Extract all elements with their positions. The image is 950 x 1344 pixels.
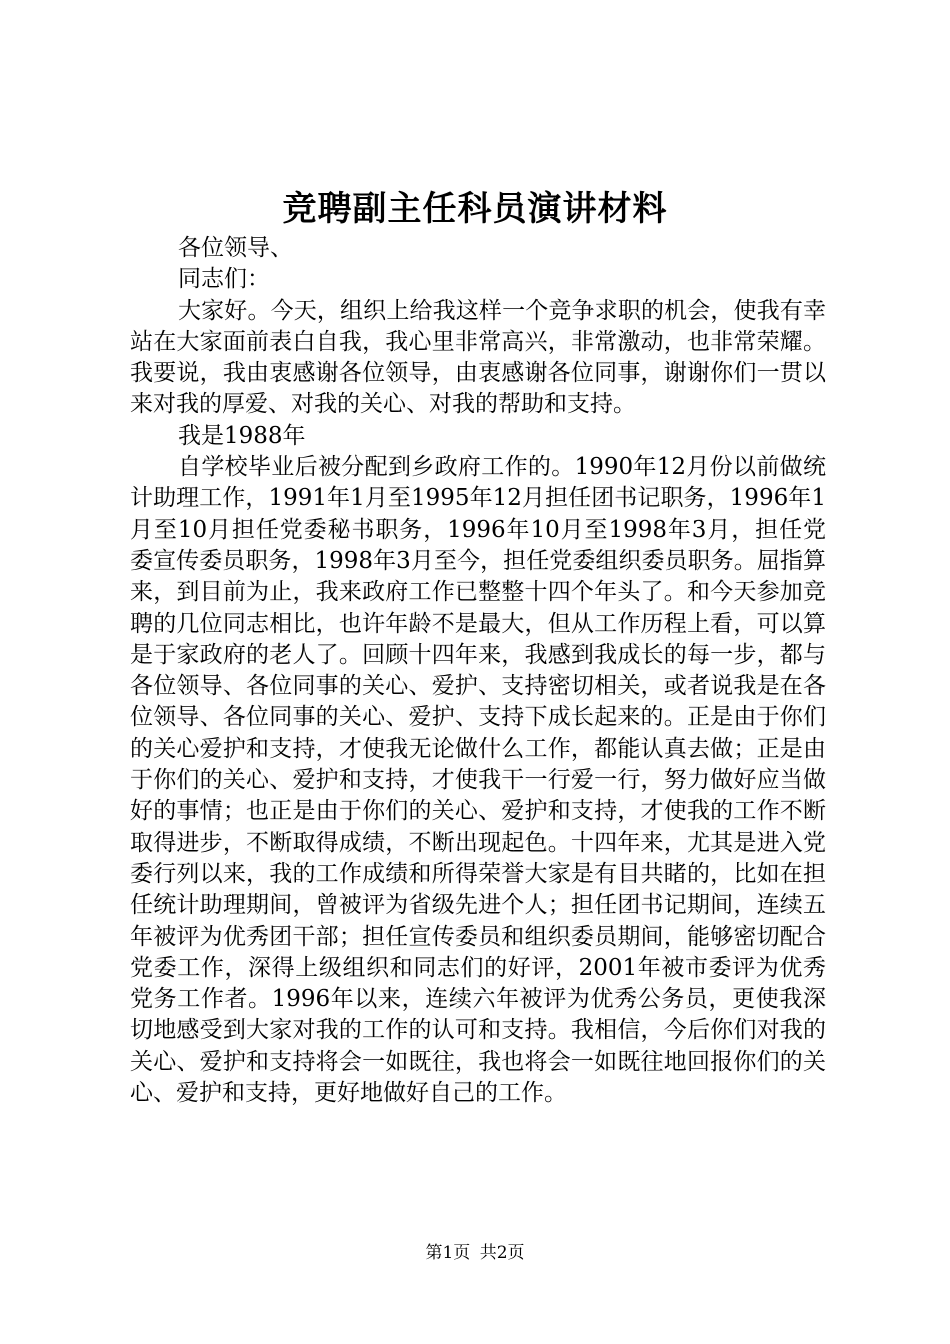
paragraph-career: 自学校毕业后被分配到乡政府工作的。1990年12月份以前做统计助理工作，1991年1月至1995年12月担任团书记职务，1996年1月至10月担任党委秘书职务，1996年10月至1998年3月，担任党委宣传委员职务，1998年3月至今，担任党委组织委员职务。屈指算来，到目前为止，我来政府工作已整整十四个年头了。和今天参加竞聘的几位同志相比，也许年龄不是最大，但从工作历程上看，可以算是于家政府的老人了。回顾十四年来，我感到我成长的每一步，都与各位领导、各位同事的关心、爱护、支持密切相关，或者说我是在各位领导、各位同事的关心、爱护、支持下成长起来的。正是由于你们的关心爱护和支持，才使我无论做什么工作，都能认真去做；正是由于你们的关心、爱护和支持，才使我干一行爱一行，努力做好应当做好的事情；也正是由于你们的关心、爱护和支持，才使我的工作不断取得进步，不断取得成绩，不断出现起色。十四年来，尤其是进入党委行列以来，我的工作成绩和所得荣誉大家是有目共睹的，比如在担任统计助理期间，曾被评为省级先进个人；担任团书记期间，连续五年被评为优秀团干部；担任宣传委员和组织委员期间，能够密切配合党委工作，深得上级组织和同志们的好评，2001年被市委评为优秀党务工作者。1996年以来，连续六年被评为优秀公务员，更使我深切地感受到大家对我的工作的认可和支持。我相信，今后你们对我的关心、爱护和支持将会一如既往，我也将会一如既往地回报你们的关心、爱护和支持，更好地做好自己的工作。	[130, 454, 826, 1107]
page-total: 共2页	[479, 1243, 525, 1263]
salutation-leaders: 各位领导、	[178, 235, 293, 261]
salutation-comrades: 同志们：	[178, 266, 270, 293]
page-footer	[0, 1241, 950, 1265]
paragraph-intro-year: 我是1988年	[178, 422, 306, 449]
paragraph-greeting: 大家好。今天，组织上给我这样一个竞争求职的机会，使我有幸站在大家面前表白自我，我心里非常高兴，非常激动，也非常荣耀。我要说，我由衷感谢各位领导，由衷感谢各位同事，谢谢你们一贯以来对我的厚爱、对我的关心、对我的帮助和支持。	[130, 297, 826, 418]
document-body	[130, 233, 826, 1109]
page-number: 第1页	[425, 1243, 471, 1263]
document-title: 竞聘副主任科员演讲材料	[282, 189, 668, 229]
